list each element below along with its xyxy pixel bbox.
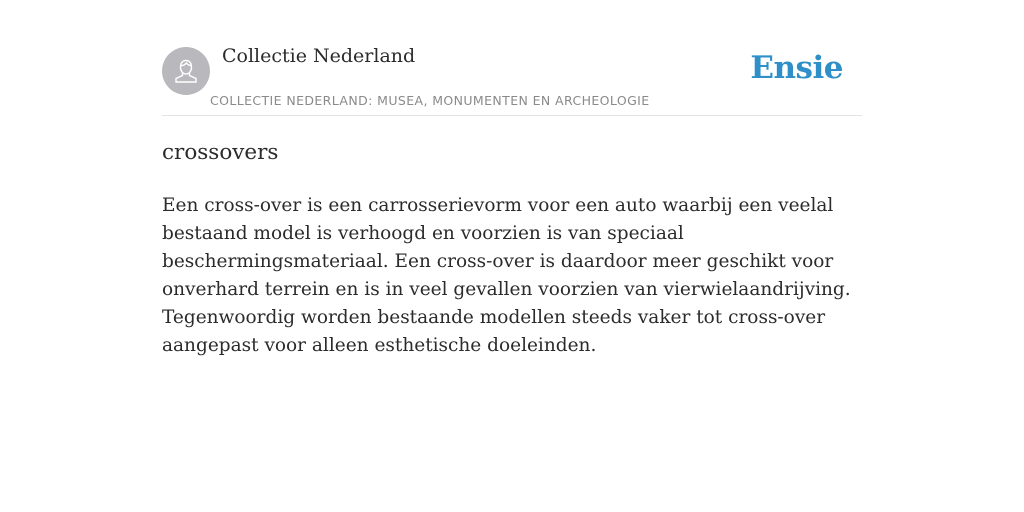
author-name-link[interactable]: Collectie Nederland (222, 45, 416, 67)
author-subtitle: COLLECTIE NEDERLAND: MUSEA, MONUMENTEN EN ARCHEOLOGIE (210, 93, 650, 108)
author-avatar[interactable] (162, 47, 210, 95)
brand-logo[interactable]: Ensie (750, 50, 843, 86)
user-silhouette-icon (171, 56, 201, 86)
entry-body: Een cross-over is een carrosserievorm voor een auto waarbij een veelal bestaand model is verhoogd en voorzien is van speciaal beschermingsmateriaal. Een cross-over is daardoor meer geschikt voor onverhard terrein en is in veel gevallen voorzien van vierwielaandrijving. Tegenwoordig worden bestaande modellen steeds vaker tot cross-over aangepast voor alleen esthetische doeleinden. (162, 195, 851, 356)
entry-header (162, 0, 862, 116)
entry-title: crossovers (162, 140, 279, 165)
entry-card (162, 0, 862, 512)
